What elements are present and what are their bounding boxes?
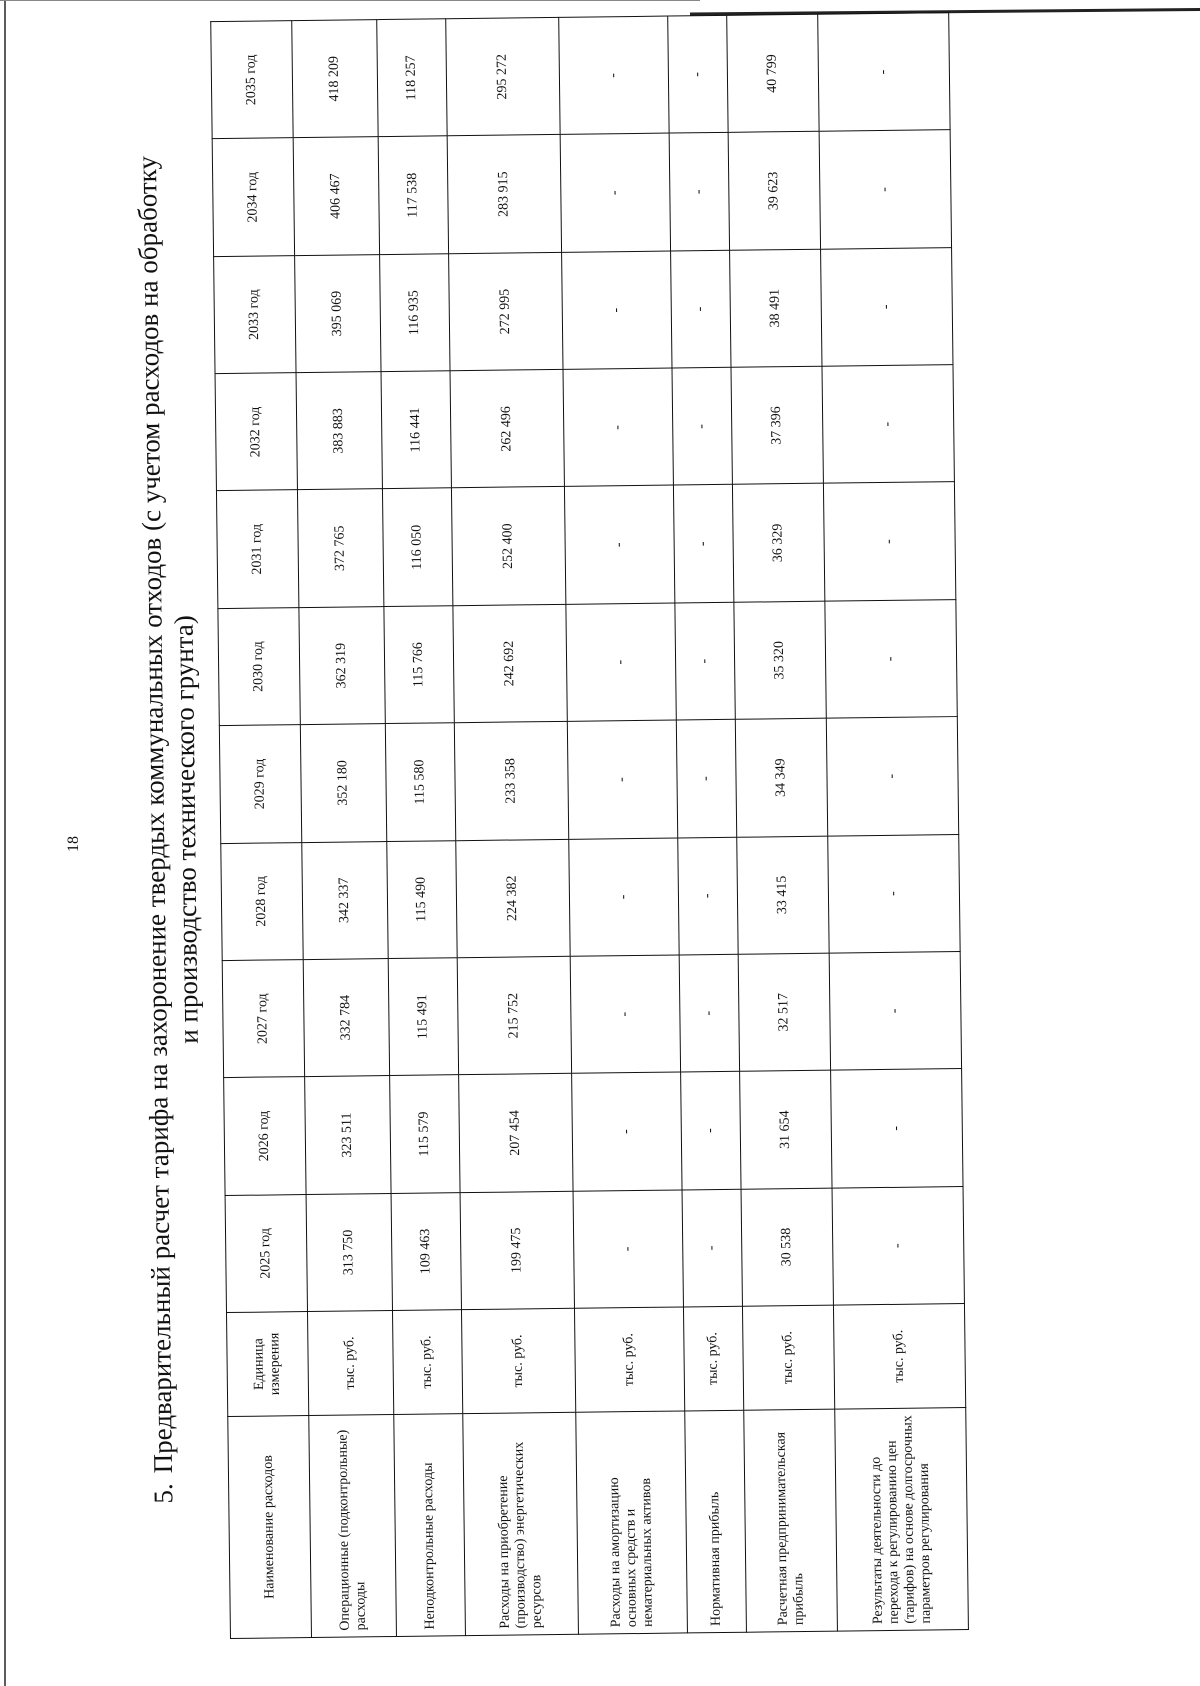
value-cell: - [679, 954, 739, 1072]
value-cell: - [573, 1190, 683, 1309]
value-cell: 37 396 [731, 366, 823, 484]
section-number: 5. [148, 1483, 179, 1504]
title-line-2: и производство технического грунта) [168, 615, 204, 1044]
unit-cell: тыс. руб. [461, 1308, 575, 1413]
value-cell: - [821, 247, 953, 366]
table-row [559, 16, 688, 1634]
header-cell: 2035 год [211, 21, 293, 139]
value-cell: - [822, 365, 954, 484]
unit-cell: тыс. руб. [683, 1306, 743, 1411]
expense-name-cell: Расходы на амортизацию основных средств и нематериальных активов [576, 1411, 688, 1634]
header-cell: 2029 год [219, 725, 301, 843]
value-cell: 109 463 [391, 1192, 461, 1310]
unit-cell: тыс. руб. [833, 1304, 965, 1410]
value-cell: - [559, 16, 669, 135]
value-cell: 252 400 [451, 487, 565, 606]
value-cell: 323 511 [305, 1076, 391, 1194]
value-cell: - [825, 599, 957, 718]
value-cell: 215 752 [457, 956, 571, 1075]
value-cell: 207 454 [459, 1074, 573, 1193]
unit-cell: тыс. руб. [574, 1307, 684, 1412]
header-cell: 2028 год [221, 842, 303, 960]
expense-name-cell: Расчетная предпринимательская прибыль [744, 1409, 838, 1632]
expense-name-cell: Операционные (подконтрольные) расходы [309, 1415, 397, 1638]
value-cell: 115 579 [390, 1075, 460, 1193]
header-cell: Единица измерения [227, 1312, 309, 1417]
value-cell: - [569, 838, 679, 957]
expense-name-cell: Результаты деятельности до перехода к регулированию цен (тарифов) на основе долгосрочных параметров регулирования [835, 1408, 969, 1632]
value-cell: - [566, 603, 676, 722]
value-cell: 295 272 [446, 17, 560, 136]
value-cell: 34 349 [735, 718, 827, 836]
expense-name-cell: Неподконтрольные расходы [394, 1414, 466, 1637]
value-cell: - [564, 486, 674, 605]
page-number: 18 [65, 836, 82, 852]
unit-cell: тыс. руб. [307, 1311, 393, 1416]
header-cell: 2027 год [222, 959, 304, 1077]
expense-name-cell: Нормативная прибыль [685, 1410, 747, 1633]
value-cell: 262 496 [450, 369, 564, 488]
value-cell: - [570, 955, 680, 1074]
value-cell: 342 337 [302, 841, 388, 959]
value-cell: - [567, 720, 677, 839]
value-cell: - [668, 15, 728, 133]
table-row [446, 17, 579, 1635]
title-text-1: Предварительный расчет тарифа на захоронение твердых коммунальных отходов (с учетом расходов на обработку [131, 155, 178, 1474]
header-cell: 2034 год [212, 138, 294, 256]
value-cell: 362 319 [299, 606, 385, 724]
value-cell: 199 475 [460, 1191, 574, 1310]
value-cell: 115 766 [384, 606, 454, 724]
value-cell: - [829, 951, 961, 1070]
value-cell: - [562, 251, 672, 370]
header-cell: 2031 год [216, 490, 298, 608]
value-cell: 115 490 [387, 840, 457, 958]
value-cell: - [828, 834, 960, 953]
value-cell: - [818, 13, 950, 132]
value-cell: 332 784 [303, 958, 389, 1076]
value-cell: 406 467 [293, 137, 379, 255]
table-body [292, 13, 969, 1638]
value-cell: 418 209 [292, 20, 378, 138]
value-cell: - [563, 368, 673, 487]
table-row [818, 13, 969, 1631]
value-cell: 33 415 [737, 836, 829, 954]
value-cell: 39 623 [728, 132, 820, 250]
value-cell: - [831, 1069, 963, 1188]
header-cell: 2030 год [218, 607, 300, 725]
value-cell: - [826, 717, 958, 836]
header-cell: 2025 год [225, 1194, 307, 1312]
value-cell: 40 799 [727, 14, 819, 133]
value-cell: 283 915 [447, 135, 561, 254]
header-cell: 2026 год [224, 1077, 306, 1195]
value-cell: 372 765 [297, 489, 383, 607]
value-cell: 352 180 [300, 724, 386, 842]
scan-edge-top-thin [0, 0, 700, 1]
value-cell: - [673, 485, 733, 603]
value-cell: - [682, 1189, 742, 1307]
value-cell: 32 517 [738, 953, 830, 1071]
value-cell: 313 750 [306, 1193, 392, 1311]
value-cell: 116 935 [380, 254, 450, 372]
section-title [130, 19, 212, 1640]
value-cell: 118 257 [377, 19, 447, 137]
value-cell: 233 358 [454, 722, 568, 841]
value-cell: 117 538 [378, 136, 448, 254]
value-cell: 272 995 [449, 252, 563, 371]
value-cell: 115 491 [388, 958, 458, 1076]
value-cell: - [819, 130, 951, 249]
rotated-content [130, 8, 1110, 1640]
value-cell: 31 654 [740, 1070, 832, 1188]
value-cell: - [832, 1186, 964, 1305]
tariff-table [210, 12, 969, 1639]
value-cell: - [669, 133, 729, 251]
value-cell: - [676, 719, 736, 837]
value-cell: - [671, 250, 731, 368]
value-cell: - [560, 133, 670, 252]
header-cell: 2033 год [214, 255, 296, 373]
value-cell: - [823, 482, 955, 601]
value-cell: 30 538 [741, 1188, 833, 1306]
value-cell: 116 441 [381, 371, 451, 489]
scan-edge-left [4, 0, 6, 1686]
value-cell: 395 069 [295, 254, 381, 372]
value-cell: - [681, 1072, 741, 1190]
value-cell: 383 883 [296, 372, 382, 490]
value-cell: - [675, 602, 735, 720]
value-cell: - [572, 1072, 682, 1191]
header-cell: Наименование расходов [228, 1416, 312, 1639]
header-cell: 2032 год [215, 373, 297, 491]
expense-name-cell: Расходы на приобретение (производство) энергетических ресурсов [463, 1412, 579, 1635]
unit-cell: тыс. руб. [392, 1310, 462, 1415]
value-cell: 36 329 [732, 484, 824, 602]
value-cell: - [672, 367, 732, 485]
value-cell: 115 580 [385, 723, 455, 841]
unit-cell: тыс. руб. [742, 1305, 834, 1410]
value-cell: 35 320 [734, 601, 826, 719]
value-cell: - [678, 837, 738, 955]
value-cell: 38 491 [730, 249, 822, 367]
value-cell: 116 050 [382, 488, 452, 606]
value-cell: 224 382 [456, 839, 570, 958]
value-cell: 242 692 [453, 604, 567, 723]
